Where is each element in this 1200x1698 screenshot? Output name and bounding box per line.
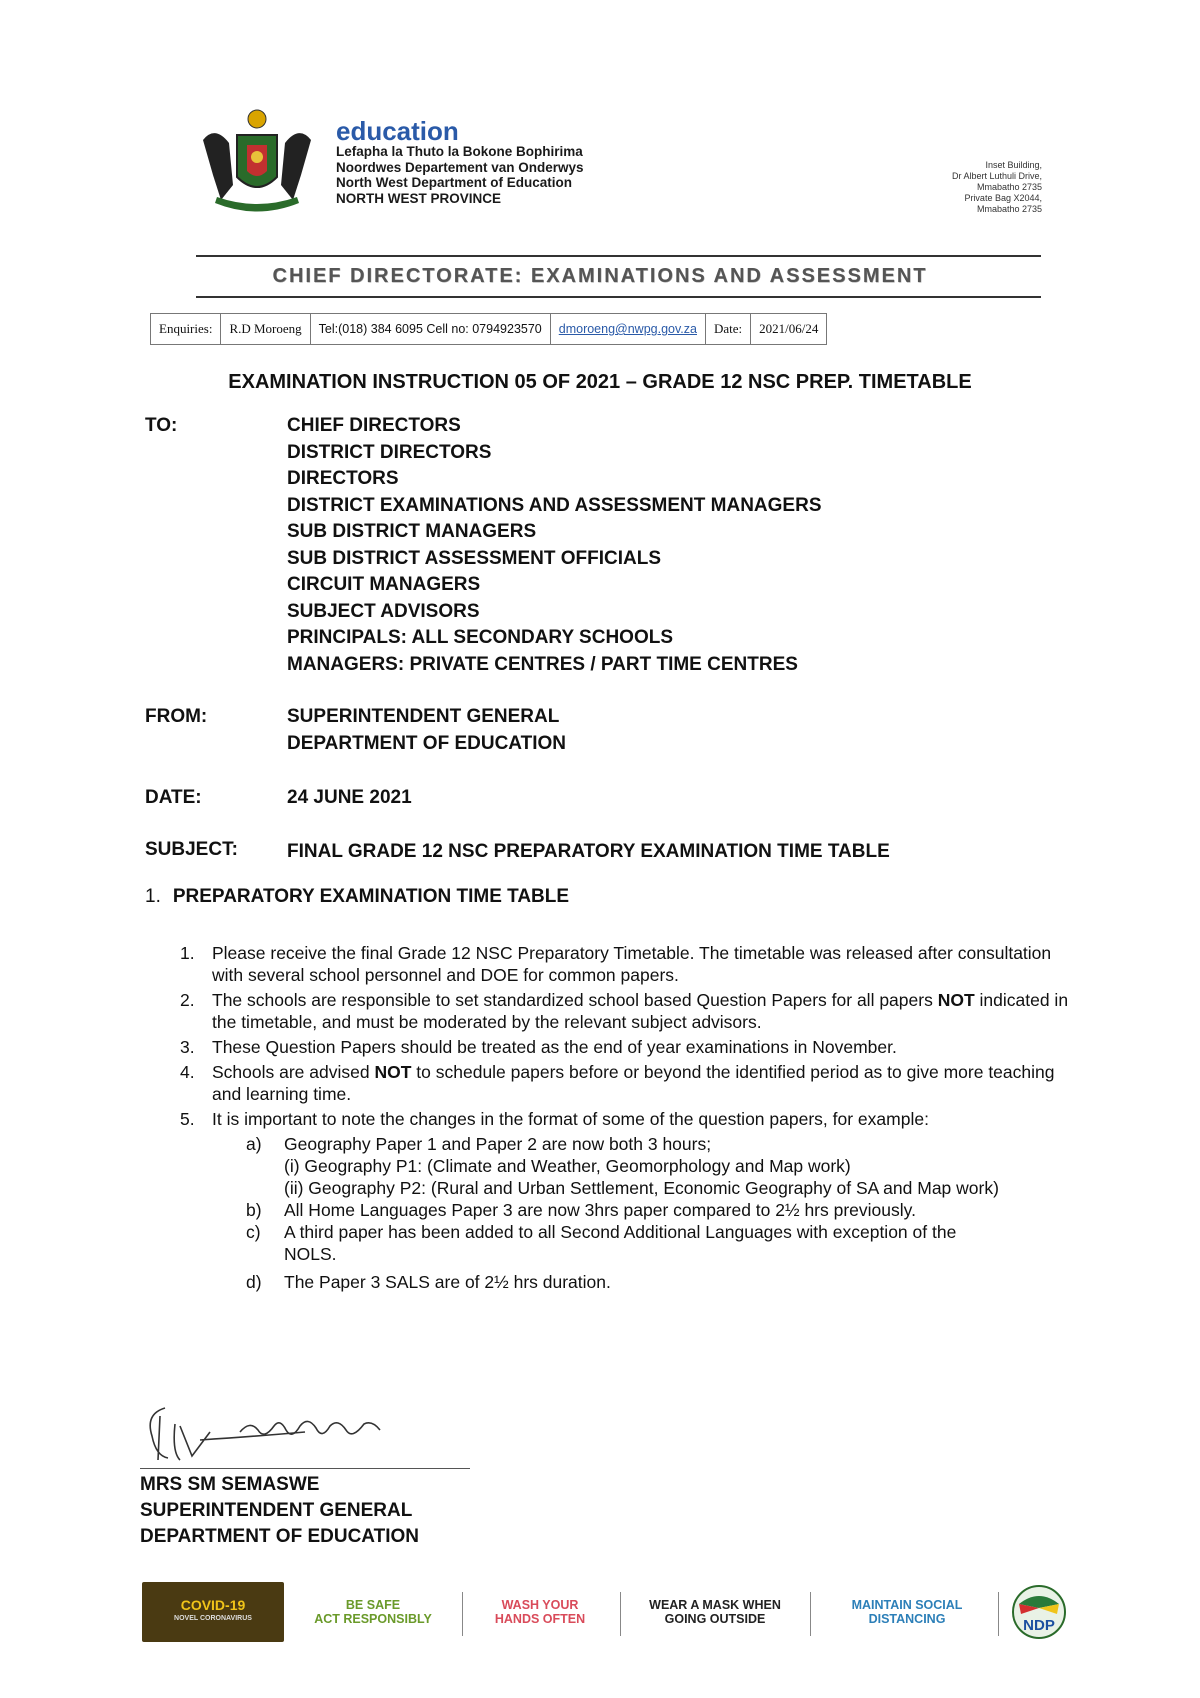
ndp-emblem-icon: [1011, 1584, 1067, 1640]
distance-line: DISTANCING: [868, 1612, 946, 1626]
brand-line-afrikaans: Noordwes Departement van Onderwys: [336, 159, 584, 175]
sub-item: [246, 1133, 1070, 1155]
from-line: SUPERINTENDENT GENERAL: [287, 706, 560, 727]
item-text: It is important to note the changes in the format of some of the question papers, for example:: [212, 1109, 929, 1129]
section-heading: [145, 886, 569, 908]
item-text: The schools are responsible to set standardized school based Question Papers for all papers: [212, 990, 938, 1010]
department-brand: [336, 118, 584, 206]
sub-item-text: The Paper 3 SALS are of 2½ hrs duration.: [284, 1272, 611, 1292]
sub-item-letter: d): [246, 1272, 262, 1292]
date-field-label: DATE:: [145, 787, 202, 808]
from-line: DEPARTMENT OF EDUCATION: [287, 732, 567, 754]
section-title: PREPARATORY EXAMINATION TIME TABLE: [172, 886, 570, 907]
sub-item-letter: a): [246, 1134, 262, 1154]
item-text: indicated in the timetable, and must be moderated by the relevant subject advisors.: [212, 990, 1069, 1032]
item-text: to schedule papers before or beyond the identified period as to give more teaching and learning time.: [212, 1062, 1055, 1104]
item-number: 2.: [180, 990, 195, 1010]
sub-item-text: A third paper has been added to all Second Additional Languages with exception of the NOLS.: [284, 1222, 957, 1264]
recipient: SUBJECT ADVISORS: [287, 600, 480, 622]
brand-line-english: North West Department of Education: [336, 175, 573, 190]
be-safe-text: BE SAFE: [345, 1598, 401, 1612]
handwritten-signature: [140, 1396, 470, 1466]
address-line: Inset Building,: [985, 160, 1042, 170]
instruction-heading: EXAMINATION INSTRUCTION 05 OF 2021 – GRADE 12 NSC PREP. TIMETABLE: [228, 371, 972, 393]
section-number: 1.: [145, 886, 161, 907]
date-value: 2021/06/24: [751, 314, 827, 345]
enquiries-name: R.D Moroeng: [221, 314, 310, 345]
address-line: Mmabatho 2735: [976, 204, 1042, 214]
item-number: 4.: [180, 1062, 195, 1082]
wear-mask-message: [630, 1582, 800, 1642]
enquiries-table: [150, 313, 827, 345]
recipient: DIRECTORS: [287, 468, 399, 489]
signatory-title: SUPERINTENDENT GENERAL: [140, 1500, 413, 1521]
act-responsibly-text: ACT RESPONSIBLY: [314, 1612, 432, 1626]
sub-item-letter: b): [246, 1200, 262, 1220]
sub-item-text: Geography Paper 1 and Paper 2 are now both 3 hours;: [284, 1134, 712, 1154]
brand-line-setswana: Lefapha la Thuto la Bokone Bophirima: [336, 144, 583, 159]
coat-of-arms-logo: [193, 105, 321, 220]
ndp-logo: [1008, 1582, 1070, 1642]
divider: [196, 296, 1041, 298]
enquiries-email[interactable]: [550, 314, 705, 345]
subject-value: FINAL GRADE 12 NSC PREPARATORY EXAMINATION TIME TABLE: [287, 841, 890, 862]
item-number: 3.: [180, 1037, 195, 1057]
recipient: SUB DISTRICT ASSESSMENT OFFICIALS: [287, 547, 662, 569]
ndp-text: NDP: [1023, 1617, 1055, 1634]
recipient: CHIEF DIRECTORS: [287, 415, 461, 436]
postal-address: [952, 160, 1042, 215]
address-line: Dr Albert Luthuli Drive,: [951, 171, 1042, 181]
sub-sub-item: (ii) Geography P2: (Rural and Urban Settlement, Economic Geography of SA and Map work): [284, 1178, 999, 1198]
brand-word: education: [336, 116, 459, 146]
date-label: Date:: [705, 314, 750, 345]
recipient: SUB DISTRICT MANAGERS: [287, 521, 537, 542]
mask-line: GOING OUTSIDE: [664, 1612, 766, 1626]
signatory-name: MRS SM SEMASWE: [140, 1474, 320, 1495]
covid-badge: [142, 1582, 284, 1642]
signature-line: [140, 1468, 470, 1469]
divider: [196, 255, 1041, 257]
item-text: Please receive the final Grade 12 NSC Preparatory Timetable. The timetable was released after consultation with several school personnel and DOE for common papers.: [212, 943, 1052, 985]
recipient: DISTRICT DIRECTORS: [287, 441, 492, 463]
from-label: FROM:: [145, 706, 208, 727]
distance-line: MAINTAIN SOCIAL: [851, 1598, 963, 1612]
recipient: CIRCUIT MANAGERS: [287, 574, 481, 595]
sub-item: [246, 1199, 1070, 1221]
be-safe-message: [298, 1582, 448, 1642]
sub-item: [246, 1221, 1070, 1265]
sub-item: [246, 1271, 1070, 1293]
date-field-value: 24 JUNE 2021: [287, 787, 412, 808]
subject-label: SUBJECT:: [145, 839, 238, 860]
address-line: Mmabatho 2735: [976, 182, 1042, 192]
sub-sub-item: (i) Geography P1: (Climate and Weather, Geomorphology and Map work): [284, 1156, 851, 1176]
wash-line: HANDS OFTEN: [494, 1612, 586, 1626]
recipient: DISTRICT EXAMINATIONS AND ASSESSMENT MANAGERS: [287, 494, 822, 516]
item-emphasis: NOT: [374, 1062, 412, 1082]
signatory-department: DEPARTMENT OF EDUCATION: [140, 1526, 420, 1547]
covid-label: COVID-19: [180, 1597, 246, 1613]
email-link[interactable]: dmoroeng@nwpg.gov.za: [558, 322, 697, 336]
footer-divider: [810, 1592, 811, 1636]
footer-banner: [0, 1582, 1200, 1642]
list-item: [180, 1036, 1070, 1058]
covid-sublabel: NOVEL CORONAVIRUS: [174, 1615, 252, 1622]
wash-line: WASH YOUR: [501, 1598, 579, 1612]
footer-divider: [620, 1592, 621, 1636]
footer-divider: [998, 1592, 999, 1636]
brand-line-province: NORTH WEST PROVINCE: [336, 190, 502, 206]
mask-line: WEAR A MASK WHEN: [649, 1598, 781, 1612]
sub-item-text: All Home Languages Paper 3 are now 3hrs paper compared to 2½ hrs previously.: [284, 1200, 916, 1220]
to-label: TO:: [145, 415, 178, 436]
wash-hands-message: [470, 1582, 610, 1642]
instruction-list: [180, 942, 1070, 1293]
sub-item-letter: c): [246, 1222, 261, 1242]
footer-divider: [462, 1592, 463, 1636]
address-line: Private Bag X2044,: [964, 193, 1042, 203]
item-number: 5.: [180, 1109, 195, 1129]
signatory-block: [140, 1472, 419, 1550]
enquiries-label: Enquiries:: [151, 314, 221, 345]
recipient: MANAGERS: PRIVATE CENTRES / PART TIME CENTRES: [287, 653, 798, 675]
item-number: 1.: [180, 943, 195, 963]
list-item: [180, 1108, 1070, 1130]
from-value: [287, 704, 566, 757]
directorate-title: CHIEF DIRECTORATE: EXAMINATIONS AND ASSESSMENT: [272, 265, 928, 287]
item-text: These Question Papers should be treated as the end of year examinations in November.: [212, 1037, 897, 1057]
list-item: [180, 989, 1070, 1033]
list-item: [180, 942, 1070, 986]
recipients-list: [287, 413, 822, 678]
list-item: [180, 1061, 1070, 1105]
social-distancing-message: [822, 1582, 992, 1642]
recipient: PRINCIPALS: ALL SECONDARY SCHOOLS: [287, 627, 674, 648]
enquiries-tel: Tel:(018) 384 6095 Cell no: 0794923570: [310, 314, 550, 345]
item-emphasis: NOT: [937, 990, 975, 1010]
item-text: Schools are advised: [212, 1062, 375, 1082]
